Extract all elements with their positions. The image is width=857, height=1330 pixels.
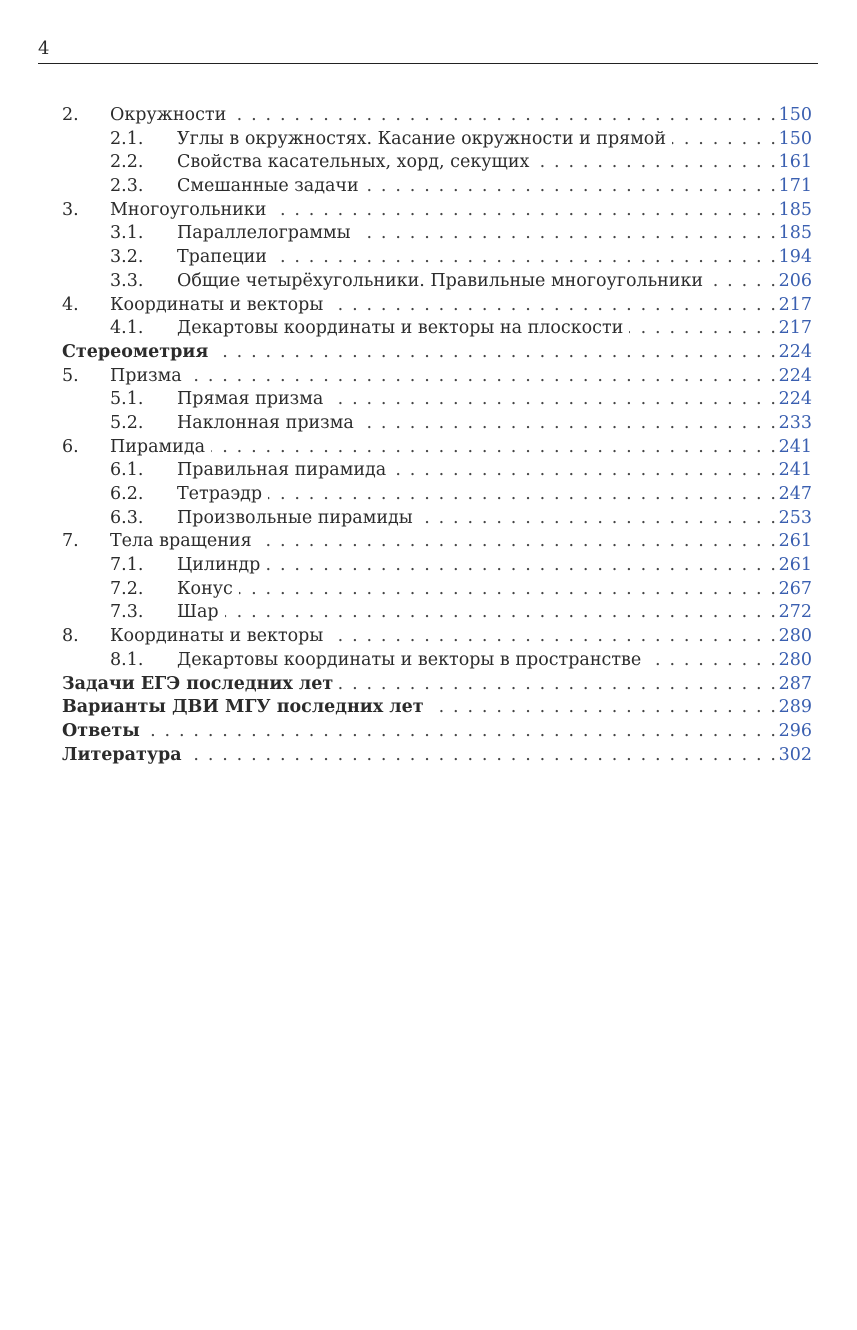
toc-entry-title: Декартовы координаты и векторы на плоскости [177, 318, 624, 339]
page-number: 4 [38, 38, 50, 59]
toc-entry[interactable] [62, 507, 812, 531]
toc-entry-number: 3.2. [110, 247, 144, 268]
header-rule [38, 63, 818, 64]
toc-entry-page-link[interactable]: 150 [778, 105, 812, 125]
dot-leader [272, 199, 776, 223]
toc-entry[interactable] [62, 175, 812, 199]
dot-leader [232, 104, 776, 128]
toc-entry-title: Координаты и векторы [110, 294, 324, 315]
dot-leader [329, 388, 776, 412]
toc-entry-title: Ответы [62, 720, 140, 741]
dot-leader [392, 459, 776, 483]
toc-entry-page-link[interactable]: 241 [778, 460, 812, 481]
toc-entry-number: 2. [62, 105, 79, 125]
toc-entry-title: Правильная пирамида [177, 460, 387, 481]
toc-entry-page-link[interactable]: 224 [778, 341, 812, 362]
toc-entry-page-link[interactable]: 280 [778, 649, 812, 670]
toc-entry-number: 6.2. [110, 484, 144, 504]
dot-leader [419, 507, 776, 531]
toc-entry-number: 7. [62, 531, 79, 552]
toc-entry-page-link[interactable]: 287 [778, 673, 812, 694]
toc-entry-number: 4. [62, 294, 79, 315]
toc-entry-page-link[interactable]: 247 [778, 484, 812, 504]
toc-entry[interactable] [62, 530, 812, 554]
toc-entry-title: Окружности [110, 105, 227, 125]
toc-entry[interactable] [62, 459, 812, 483]
toc-entry-number: 2.2. [110, 152, 144, 173]
toc-entry-title: Смешанные задачи [177, 176, 359, 197]
toc-entry-page-link[interactable]: 171 [778, 176, 812, 197]
toc-entry[interactable] [62, 436, 812, 460]
toc-entry[interactable] [62, 128, 812, 152]
toc-entry-number: 8.1. [110, 649, 144, 670]
toc-entry-page-link[interactable]: 185 [778, 223, 812, 244]
toc-entry-page-link[interactable]: 302 [778, 744, 812, 765]
toc-entry[interactable] [62, 388, 812, 412]
toc-entry-page-link[interactable]: 233 [778, 412, 812, 433]
toc-entry-number: 5. [62, 365, 79, 386]
dot-leader [188, 744, 776, 768]
toc-entry-number: 6.1. [110, 460, 144, 481]
toc-entry[interactable] [62, 365, 812, 389]
toc-entry[interactable] [62, 649, 812, 673]
toc-entry-page-link[interactable]: 224 [778, 389, 812, 410]
toc-entry-title: Тетраэдр [177, 484, 263, 504]
dot-leader [647, 649, 776, 673]
toc-entry-number: 4.1. [110, 318, 144, 339]
dot-leader [629, 317, 776, 341]
toc-entry-page-link[interactable]: 280 [778, 626, 812, 647]
toc-entry-number: 3. [62, 199, 79, 220]
toc-entry[interactable] [62, 317, 812, 341]
toc-entry[interactable] [62, 483, 812, 507]
dot-leader [211, 436, 776, 460]
dot-leader [339, 673, 776, 697]
dot-leader [268, 483, 776, 507]
toc-entry-title: Призма [110, 365, 182, 386]
toc-entry[interactable] [62, 246, 812, 270]
toc-entry-title: Цилиндр [177, 555, 261, 576]
toc-entry-number: 7.1. [110, 555, 144, 576]
toc-entry[interactable] [62, 199, 812, 223]
dot-leader [357, 222, 776, 246]
toc-entry-page-link[interactable]: 217 [778, 294, 812, 315]
toc-entry-page-link[interactable]: 150 [778, 128, 812, 149]
toc-entry-title: Координаты и векторы [110, 626, 324, 647]
toc-entry-number: 7.3. [110, 602, 144, 623]
dot-leader [266, 554, 776, 578]
dot-leader [146, 720, 776, 744]
toc-entry[interactable] [62, 578, 812, 602]
toc-entry-title: Задачи ЕГЭ последних лет [62, 673, 334, 694]
toc-entry-title: Произвольные пирамиды [177, 507, 413, 528]
toc-entry-page-link[interactable]: 194 [778, 247, 812, 268]
toc-entry-page-link[interactable]: 206 [778, 270, 812, 291]
dot-leader [329, 625, 776, 649]
toc-entry[interactable] [62, 696, 812, 720]
toc-entry-title: Параллелограммы [177, 223, 351, 244]
toc-entry-page-link[interactable]: 296 [778, 720, 812, 741]
toc-entry-number: 8. [62, 626, 79, 647]
toc-entry[interactable] [62, 341, 812, 365]
toc-entry-number: 7.2. [110, 578, 144, 599]
dot-leader [365, 175, 776, 199]
toc-entry-page-link[interactable]: 267 [778, 578, 812, 599]
dot-leader [430, 696, 776, 720]
toc-entry-title: Варианты ДВИ МГУ последних лет [62, 697, 424, 718]
toc-entry-title: Прямая призма [177, 389, 324, 410]
dot-leader [273, 246, 776, 270]
toc-entry-title: Многоугольники [110, 199, 267, 220]
dot-leader [329, 294, 776, 318]
toc-entry-title: Наклонная призма [177, 412, 354, 433]
toc-entry[interactable] [62, 151, 812, 175]
toc-entry-page-link[interactable]: 261 [778, 555, 812, 576]
toc-entry[interactable] [62, 744, 812, 768]
toc-entry[interactable] [62, 601, 812, 625]
dot-leader [214, 341, 776, 365]
toc-entry-title: Свойства касательных, хорд, секущих [177, 152, 530, 173]
toc-entry[interactable] [62, 720, 812, 744]
toc-entry-title: Литература [62, 744, 182, 765]
toc-entry-number: 5.1. [110, 389, 144, 410]
toc-entry[interactable] [62, 554, 812, 578]
toc-entry-page-link[interactable]: 217 [778, 318, 812, 339]
toc-entry-title: Углы в окружностях. Касание окружности и прямой [177, 128, 667, 149]
toc-entry-title: Шар [177, 602, 219, 623]
toc-entry[interactable] [62, 104, 812, 128]
toc-entry[interactable] [62, 222, 812, 246]
toc-entry[interactable] [62, 294, 812, 318]
toc-entry-page-link[interactable]: 289 [778, 697, 812, 718]
toc-entry-title: Стереометрия [62, 341, 209, 362]
dot-leader [672, 128, 776, 152]
dot-leader [188, 365, 776, 389]
toc-entry-number: 2.3. [110, 176, 144, 197]
dot-leader [239, 578, 776, 602]
toc-entry-page-link[interactable]: 272 [778, 602, 812, 623]
toc-entry[interactable] [62, 625, 812, 649]
toc-entry-page-link[interactable]: 224 [778, 365, 812, 386]
toc-entry[interactable] [62, 412, 812, 436]
toc-entry-number: 3.3. [110, 270, 144, 291]
dot-leader [360, 412, 776, 436]
toc-entry-title: Пирамида [110, 436, 206, 457]
toc-entry-page-link[interactable]: 185 [778, 199, 812, 220]
toc-entry-title: Декартовы координаты и векторы в пространстве [177, 649, 642, 670]
dot-leader [258, 530, 776, 554]
toc-entry-title: Общие четырёхугольники. Правильные многоугольники [177, 270, 704, 291]
toc-entry-number: 5.2. [110, 412, 144, 433]
toc-entry-page-link[interactable]: 261 [778, 531, 812, 552]
dot-leader [709, 270, 776, 294]
toc-entry-page-link[interactable]: 253 [778, 507, 812, 528]
toc-entry-title: Конус [177, 578, 233, 599]
toc-entry-title: Тела вращения [110, 531, 252, 552]
dot-leader [225, 601, 776, 625]
toc-entry-number: 6.3. [110, 507, 144, 528]
toc-entry-page-link[interactable]: 161 [778, 152, 812, 173]
toc-entry[interactable] [62, 673, 812, 697]
table-of-contents [62, 104, 812, 767]
toc-entry-title: Трапеции [177, 247, 267, 268]
toc-entry-page-link[interactable]: 241 [778, 436, 812, 457]
toc-entry[interactable] [62, 270, 812, 294]
dot-leader [535, 151, 776, 175]
toc-entry-number: 2.1. [110, 128, 144, 149]
toc-entry-number: 3.1. [110, 223, 144, 244]
toc-entry-number: 6. [62, 436, 79, 457]
